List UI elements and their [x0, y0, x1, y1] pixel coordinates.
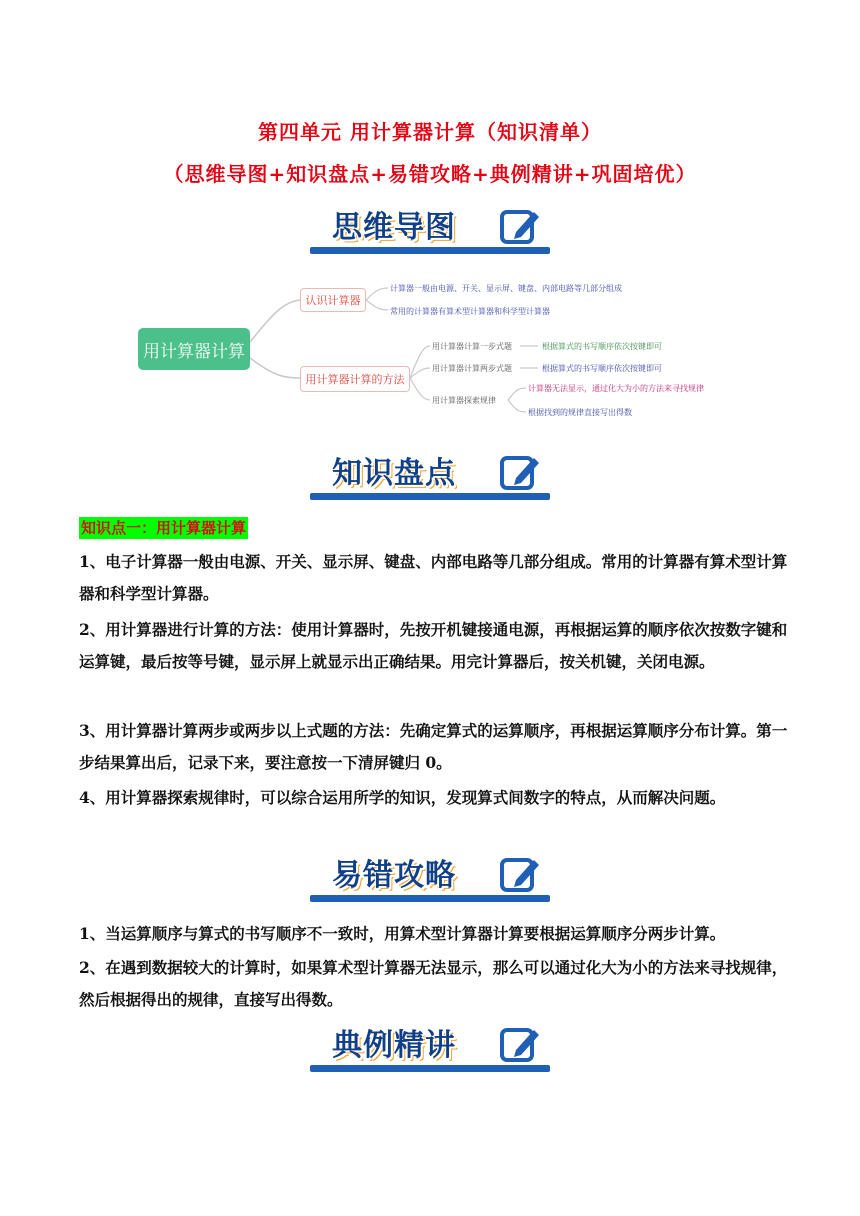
mind-map-leaf: 计算器一般由电源、开关、显示屏、键盘、内部电路等几部分组成	[390, 284, 622, 293]
mind-map-branch-1: 认识计算器	[300, 288, 366, 312]
banner-bar	[310, 895, 550, 902]
knowledge-item-2: 2、用计算器进行计算的方法：使用计算器时，先按开机键接通电源，再根据运算的顺序依次按数字键和运算键，最后按等号键，显示屏上就显示出正确结果。用完计算器后，按关机键，关闭电源。	[79, 620, 788, 671]
mind-map-leaf: 常用的计算器有算术型计算器和科学型计算器	[390, 307, 550, 316]
mistake-item-2: 2、在遇到数据较大的计算时，如果算术型计算器无法显示，那么可以通过化大为小的方法来寻找规律，然后根据得出的规律，直接写出得数。	[79, 958, 788, 1009]
knowledge-item-3: 3、用计算器计算两步或两步以上式题的方法：先确定算式的运算顺序，再根据运算顺序分布计算。第一步结果算出后，记录下来，要注意按一下清屏键归 0。	[79, 721, 788, 772]
mind-map-branch-2: 用计算器计算的方法	[300, 366, 410, 392]
edit-icon	[498, 450, 542, 494]
mind-map-note: 根据算式的书写顺序依次按键即可	[542, 364, 662, 373]
banner-label: 易错攻略	[332, 858, 456, 893]
mind-map	[134, 272, 734, 422]
mind-map-sub: 用计算器计算一步式题	[432, 342, 512, 351]
mind-map-note: 根据算式的书写顺序依次按键即可	[542, 342, 662, 351]
edit-icon	[498, 1022, 542, 1066]
mind-map-note: 计算器无法显示，通过化大为小的方法来寻找规律	[528, 384, 704, 393]
mind-map-sub: 用计算器计算两步式题	[432, 364, 512, 373]
section-banner-mindmap	[310, 204, 550, 254]
banner-bar	[310, 493, 550, 500]
mind-map-root: 用计算器计算	[138, 328, 250, 370]
mistake-item-1: 1、当运算顺序与算式的书写顺序不一致时，用算术型计算器计算要根据运算顺序分两步计算。	[79, 924, 726, 943]
page-title: 第四单元 用计算器计算（知识清单）	[258, 120, 602, 144]
section-banner-examples	[310, 1022, 550, 1072]
section-banner-mistakes	[310, 852, 550, 902]
mind-map-sub: 用计算器探索规律	[432, 396, 496, 405]
edit-icon	[498, 852, 542, 896]
banner-label: 典例精讲	[332, 1028, 456, 1063]
banner-label: 思维导图	[332, 210, 456, 245]
knowledge-heading: 知识点一：用计算器计算	[81, 519, 247, 537]
knowledge-item-1: 1、电子计算器一般由电源、开关、显示屏、键盘、内部电路等几部分组成。常用的计算器有算术型计算器和科学型计算器。	[79, 552, 788, 603]
banner-bar	[310, 1065, 550, 1072]
mind-map-note: 根据找到的规律直接写出得数	[528, 408, 632, 417]
knowledge-item-4: 4、用计算器探索规律时，可以综合运用所学的知识，发现算式间数字的特点，从而解决问题。	[79, 788, 726, 807]
banner-bar	[310, 247, 550, 254]
edit-icon	[498, 204, 542, 248]
section-banner-knowledge	[310, 450, 550, 500]
page-subtitle: （思维导图+知识盘点+易错攻略+典例精讲+巩固培优）	[163, 162, 697, 186]
banner-label: 知识盘点	[332, 456, 456, 491]
